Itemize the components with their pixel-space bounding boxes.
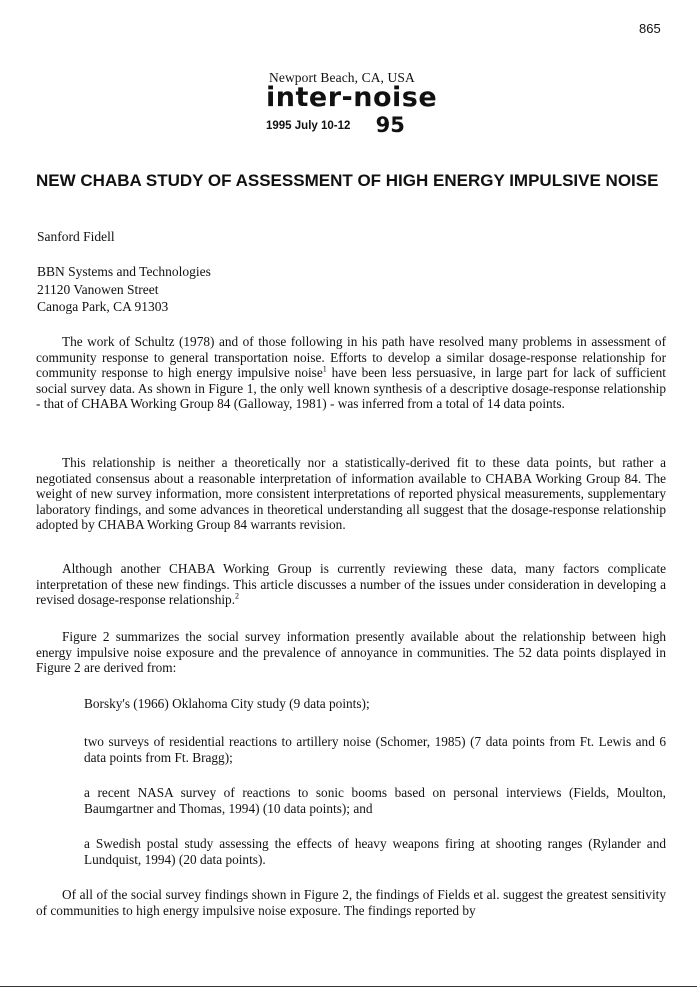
conference-year-mark: 95 — [375, 113, 405, 137]
body-paragraph: This relationship is neither a theoretically nor a statistically-derived fit to these data points, but rather a negotiated consensus about a reasonable interpretation of information available to CHABA Working Group 84. The weight of new survey information, more consistent interpretations of reported physical measurements, supplementary laboratory findings, and some advances in theoretical understanding all suggest that the dosage-response relationship adopted by CHABA Working Group 84 warrants revision. — [36, 455, 666, 533]
conference-location: Newport Beach, CA, USA — [269, 70, 415, 85]
body-paragraph: Although another CHABA Working Group is currently reviewing these data, many factors complicate interpretation of these new findings. This article discusses a number of the issues under consideration in developing a revised dosage-response relationship.$^2$ — [36, 561, 666, 608]
conference-header — [266, 70, 446, 137]
list-item: Borsky's (1966) Oklahoma City study (9 data points); — [84, 696, 370, 711]
conference-dates: 1995 July 10-12 — [266, 120, 351, 132]
affiliation-line: BBN Systems and Technologies — [37, 264, 211, 279]
author-name: Sanford Fidell — [37, 229, 115, 244]
page-bottom-edge — [0, 986, 697, 987]
list-item: a Swedish postal study assessing the effects of heavy weapons firing at shooting ranges (Rylander and Lundquist, 1994) (20 data points). — [84, 836, 666, 867]
affiliation-line: Canoga Park, CA 91303 — [37, 299, 169, 314]
page-number: 865 — [639, 21, 661, 36]
author-affiliation — [37, 263, 211, 316]
list-item: a recent NASA survey of reactions to sonic booms based on personal interviews (Fields, Moulton, Baumgartner and Thomas, 1994) (10 data points); and — [84, 785, 666, 816]
footnote-marker: 2 — [235, 591, 240, 601]
body-paragraph: The work of Schultz (1978) and of those following in his path have resolved many problems in assessment of community response to general transportation noise. Efforts to develop a similar dosage-response relationship for community response to high energy impulsive noise$^1$ have been less persuasive, in large part for lack of sufficient social survey data. As shown in Figure 1, the only well known synthesis of a descriptive dosage-response relationship - that of CHABA Working Group 84 (Galloway, 1981) - was inferred from a total of 14 data points. — [36, 334, 666, 412]
affiliation-line: 21120 Vanowen Street — [37, 281, 159, 297]
paper-title: NEW CHABA STUDY OF ASSESSMENT OF HIGH ENERGY IMPULSIVE NOISE — [36, 171, 659, 190]
inter-noise-logo: inter-noise — [266, 82, 438, 113]
body-paragraph: Of all of the social survey findings shown in Figure 2, the findings of Fields et al. suggest the greatest sensitivity of communities to high energy impulsive noise exposure. The findings reported by — [36, 887, 666, 918]
body-paragraph: Figure 2 summarizes the social survey information presently available about the relationship between high energy impulsive noise exposure and the prevalence of annoyance in communities. The 52 data points displayed in Figure 2 are derived from: — [36, 629, 666, 676]
footnote-marker: 1 — [322, 364, 327, 374]
conference-date-row — [266, 113, 446, 137]
list-item: two surveys of residential reactions to artillery noise (Schomer, 1985) (7 data points from Ft. Lewis and 6 data points from Ft. Bragg); — [84, 734, 666, 765]
